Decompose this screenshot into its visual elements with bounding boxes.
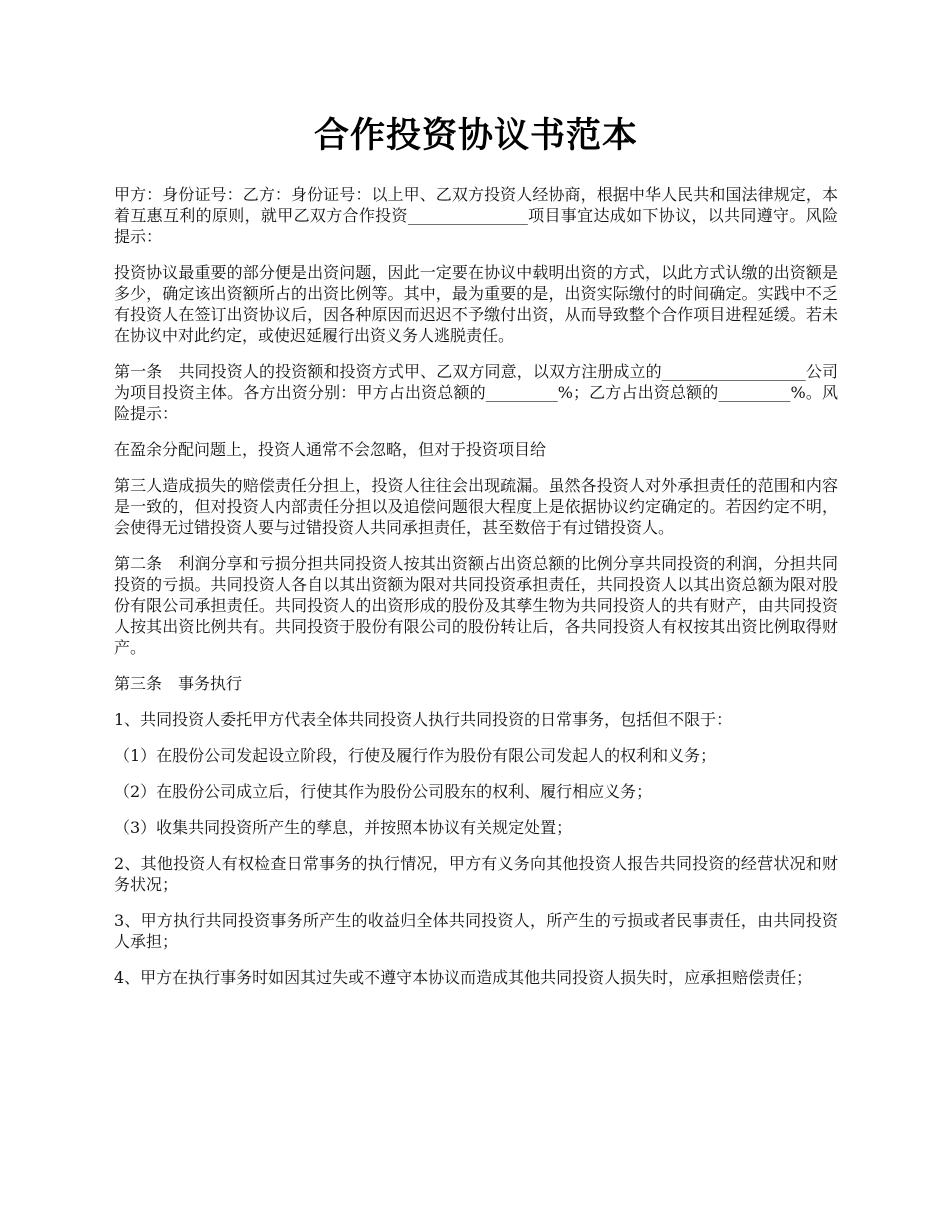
paragraph-risk-note-1: 投资协议最重要的部分便是出资问题，因此一定要在协议中载明出资的方式，以此方式认缴的出资额是多少，确定该出资额所占的出资比例等。其中，最为重要的是，出资实际缴付的时间确定。实践中不乏有投资人在签订出资协议后，因各种原因而迟迟不予缴付出资，从而导致整个合作项目进程延缓。若未在协议中对此约定，或使迟延履行出资义务人逃脱责任。 (114, 263, 838, 345)
paragraph-preamble: 甲方：身份证号：乙方：身份证号：以上甲、乙双方投资人经协商，根据中华人民共和国法律规定，本着互惠互利的原则，就甲乙双方合作投资_______________项目事宜达成如下协议，以共同遵守。风险提示： (114, 185, 838, 246)
paragraph-article-2: 第二条 利润分享和亏损分担共同投资人按其出资额占出资总额的比例分享共同投资的利润，分担共同投资的亏损。共同投资人各自以其出资额为限对共同投资承担责任，共同投资人以其出资总额为限对股份有限公司承担责任。共同投资人的出资形成的股份及其孳生物为共同投资人的共有财产，由共同投资人按其出资比例共有。共同投资于股份有限公司的股份转让后，各共同投资人有权按其出资比例取得财产。 (114, 554, 838, 657)
document-title: 合作投资协议书范本 (313, 115, 638, 156)
paragraph-clause-1: 1、共同投资人委托甲方代表全体共同投资人执行共同投资的日常事务，包括但不限于： (114, 710, 733, 729)
paragraph-risk-note-2b: 第三人造成损失的赔偿责任分担上，投资人往往会出现疏漏。虽然各投资人对外承担责任的范围和内容是一致的，但对投资人内部责任分担以及追偿问题很大程度上是依据协议约定确定的。若因约定不明，会使得无过错投资人要与过错投资人共同承担责任，甚至数倍于有过错投资人。 (114, 476, 838, 537)
paragraph-article-1: 第一条 共同投资人的投资额和投资方式甲、乙双方同意，以双方注册成立的__________________公司为项目投资主体。各方出资分别：甲方占出资总额的_________%；乙方占出资总额的_________%。风险提示： (114, 362, 838, 423)
paragraph-clause-1-item-3: （3）收集共同投资所产生的孳息，并按照本协议有关规定处置； (114, 818, 573, 837)
paragraph-clause-2: 2、其他投资人有权检查日常事务的执行情况，甲方有义务向其他投资人报告共同投资的经营状况和财务状况； (114, 854, 838, 894)
paragraph-clause-1-item-1: （1）在股份公司发起设立阶段，行使及履行作为股份有限公司发起人的权利和义务； (114, 746, 717, 765)
paragraph-article-3-heading: 第三条 事务执行 (114, 674, 243, 693)
paragraph-clause-1-item-2: （2）在股份公司成立后，行使其作为股份公司股东的权利、履行相应义务； (114, 782, 653, 801)
paragraph-clause-4: 4、甲方在执行事务时如因其过失或不遵守本协议而造成其他共同投资人损失时，应承担赔偿责任； (114, 968, 813, 987)
paragraph-risk-note-2a: 在盈余分配问题上，投资人通常不会忽略，但对于投资项目给 (114, 440, 547, 459)
paragraph-clause-3: 3、甲方执行共同投资事务所产生的收益归全体共同投资人，所产生的亏损或者民事责任，由共同投资人承担； (114, 911, 838, 951)
